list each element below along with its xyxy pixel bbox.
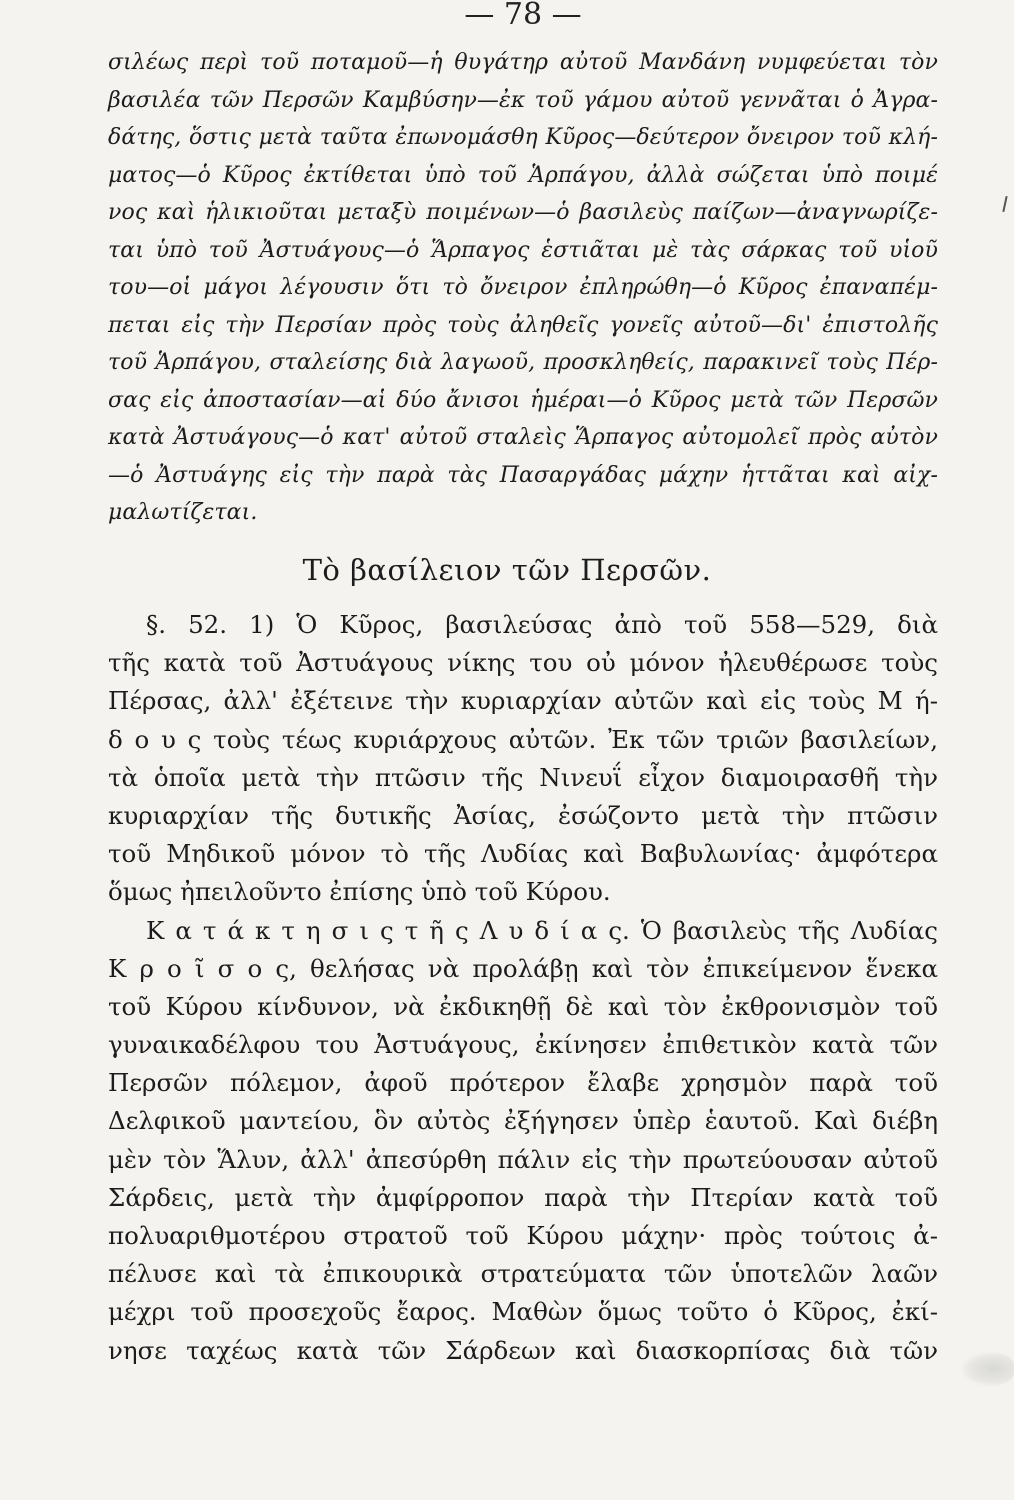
body-text xyxy=(108,606,938,1370)
page-number: — 78 — xyxy=(464,0,582,32)
body-line: §. 52. 1) Ὁ Κῦρος, βασιλεύσας ἀπὸ τοῦ 558—529, διὰ xyxy=(146,610,938,639)
summary-line: ται ὑπὸ τοῦ Ἀστυάγους—ὁ Ἅρπαγος ἑστιᾶται μὲ τὰς σάρκας τοῦ υἱοῦ xyxy=(108,237,938,263)
summary-line: μαλωτίζεται. xyxy=(108,500,258,525)
summary-line: του—οἱ μάγοι λέγουσιν ὅτι τὸ ὄνειρον ἐπληρώθη—ὁ Κῦρος ἐπαναπέμ- xyxy=(108,275,938,300)
body-line: γυναικαδέλφου του Ἀστυάγους, ἐκίνησεν ἐπιθετικὸν κατὰ τῶν xyxy=(108,1030,938,1060)
summary-line: τοῦ Ἁρπάγου, σταλείσης διὰ λαγωοῦ, προσκληθείς, παρακινεῖ τοὺς Πέρ- xyxy=(108,350,938,375)
body-line: τοῦ Κύρου κίνδυνον, νὰ ἐκδικηθῇ δὲ καὶ τὸν ἐκθρονισμὸν τοῦ xyxy=(108,991,938,1021)
chapter-summary xyxy=(108,44,938,532)
summary-line: σιλέως περὶ τοῦ ποταμοῦ—ἡ θυγάτηρ αὐτοῦ Μανδάνη νυμφεύεται τὸν xyxy=(108,50,938,75)
body-line: τὰ ὁποῖα μετὰ τὴν πτῶσιν τῆς Νινευΐ εἶχον διαμοιρασθῆ τὴν xyxy=(108,762,938,792)
body-line: τοῦ Μηδικοῦ μόνον τὸ τῆς Λυδίας καὶ Βαβυλωνίας· ἀμφότερα xyxy=(108,839,938,869)
body-line: τῆς κατὰ τοῦ Ἀστυάγους νίκης του οὐ μόνον ἠλευθέρωσε τοὺς xyxy=(108,648,938,678)
body-line: ὅμως ἠπειλοῦντο ἐπίσης ὑπὸ τοῦ Κύρου. xyxy=(108,877,611,907)
body-line: δ ο υ ς τοὺς τέως κυριάρχους αὐτῶν. Ἐκ τῶν τριῶν βασιλείων, xyxy=(108,724,938,754)
body-line: Κ α τ ά κ τ η σ ι ς τ ῆ ς Λ υ δ ί α ς. Ὁ βασιλεὺς τῆς Λυδίας xyxy=(146,915,938,945)
body-line: πολυαριθμοτέρου στρατοῦ τοῦ Κύρου μάχην· πρὸς τούτοις ἀ- xyxy=(108,1221,938,1250)
body-line: Δελφικοῦ μαντείου, ὃν αὐτὸς ἐξήγησεν ὑπὲρ ἑαυτοῦ. Καὶ διέβη xyxy=(108,1106,938,1136)
body-line: Κ ρ ο ῖ σ ο ς, θελήσας νὰ προλάβῃ καὶ τὸν ἐπικείμενον ἕνεκα xyxy=(108,953,938,983)
summary-line: δάτης, ὅστις μετὰ ταῦτα ἐπωνομάσθη Κῦρος—δεύτερον ὄνειρον τοῦ κλή- xyxy=(108,125,938,150)
body-line: μέχρι τοῦ προσεχοῦς ἔαρος. Μαθὼν ὅμως τοῦτο ὁ Κῦρος, ἐκί- xyxy=(108,1297,938,1327)
page-edge-mark xyxy=(1002,196,1007,212)
body-line: Σάρδεις, μετὰ τὴν ἀμφίρροπον παρὰ τὴν Πτερίαν κατὰ τοῦ xyxy=(108,1182,938,1212)
body-line: κυριαρχίαν τῆς δυτικῆς Ἀσίας, ἐσώζοντο μετὰ τὴν πτῶσιν xyxy=(108,800,938,830)
summary-line: πεται εἰς τὴν Περσίαν πρὸς τοὺς ἀληθεῖς γονεῖς αὐτοῦ—δι' ἐπιστολῆς xyxy=(108,312,938,338)
body-line: Πέρσας, ἀλλ' ἐξέτεινε τὴν κυριαρχίαν αὐτῶν καὶ εἰς τοὺς Μ ή- xyxy=(108,686,938,716)
summary-line: ματος—ὁ Κῦρος ἐκτίθεται ὑπὸ τοῦ Ἁρπάγου, ἀλλὰ σώζεται ὑπὸ ποιμέ xyxy=(108,162,938,188)
summary-line: σας εἰς ἀποστασίαν—αἱ δύο ἄνισοι ἡμέραι—ὁ Κῦρος μετὰ τῶν Περσῶν xyxy=(108,387,938,413)
summary-line: νος καὶ ἡλικιοῦται μεταξὺ ποιμένων—ὁ βασιλεὺς παίζων—ἀναγνωρίζε- xyxy=(108,200,938,225)
summary-line: κατὰ Ἀστυάγους—ὁ κατ' αὐτοῦ σταλεὶς Ἅρπαγος αὐτομολεῖ πρὸς αὐτὸν xyxy=(108,425,938,450)
ink-smudge xyxy=(962,1352,1014,1386)
body-line: πέλυσε καὶ τὰ ἐπικουρικὰ στρατεύματα τῶν ὑποτελῶν λαῶν xyxy=(108,1259,938,1289)
body-line: μὲν τὸν Ἅλυν, ἀλλ' ἀπεσύρθη πάλιν εἰς τὴν πρωτεύουσαν αὐτοῦ xyxy=(108,1144,938,1174)
summary-line: —ὁ Ἀστυάγης εἰς τὴν παρὰ τὰς Πασαργάδας μάχην ἡττᾶται καὶ αἰχ- xyxy=(108,462,938,488)
summary-line: βασιλέα τῶν Περσῶν Καμβύσην—ἐκ τοῦ γάμου αὐτοῦ γεννᾶται ὁ Ἀγρα- xyxy=(108,87,938,113)
section-title: Τὸ βασίλειον τῶν Περσῶν. xyxy=(302,553,712,587)
body-line: Περσῶν πόλεμον, ἀφοῦ πρότερον ἔλαβε χρησμὸν παρὰ τοῦ xyxy=(108,1068,938,1098)
body-line: νησε ταχέως κατὰ τῶν Σάρδεων καὶ διασκορπίσας διὰ τῶν xyxy=(108,1335,938,1365)
